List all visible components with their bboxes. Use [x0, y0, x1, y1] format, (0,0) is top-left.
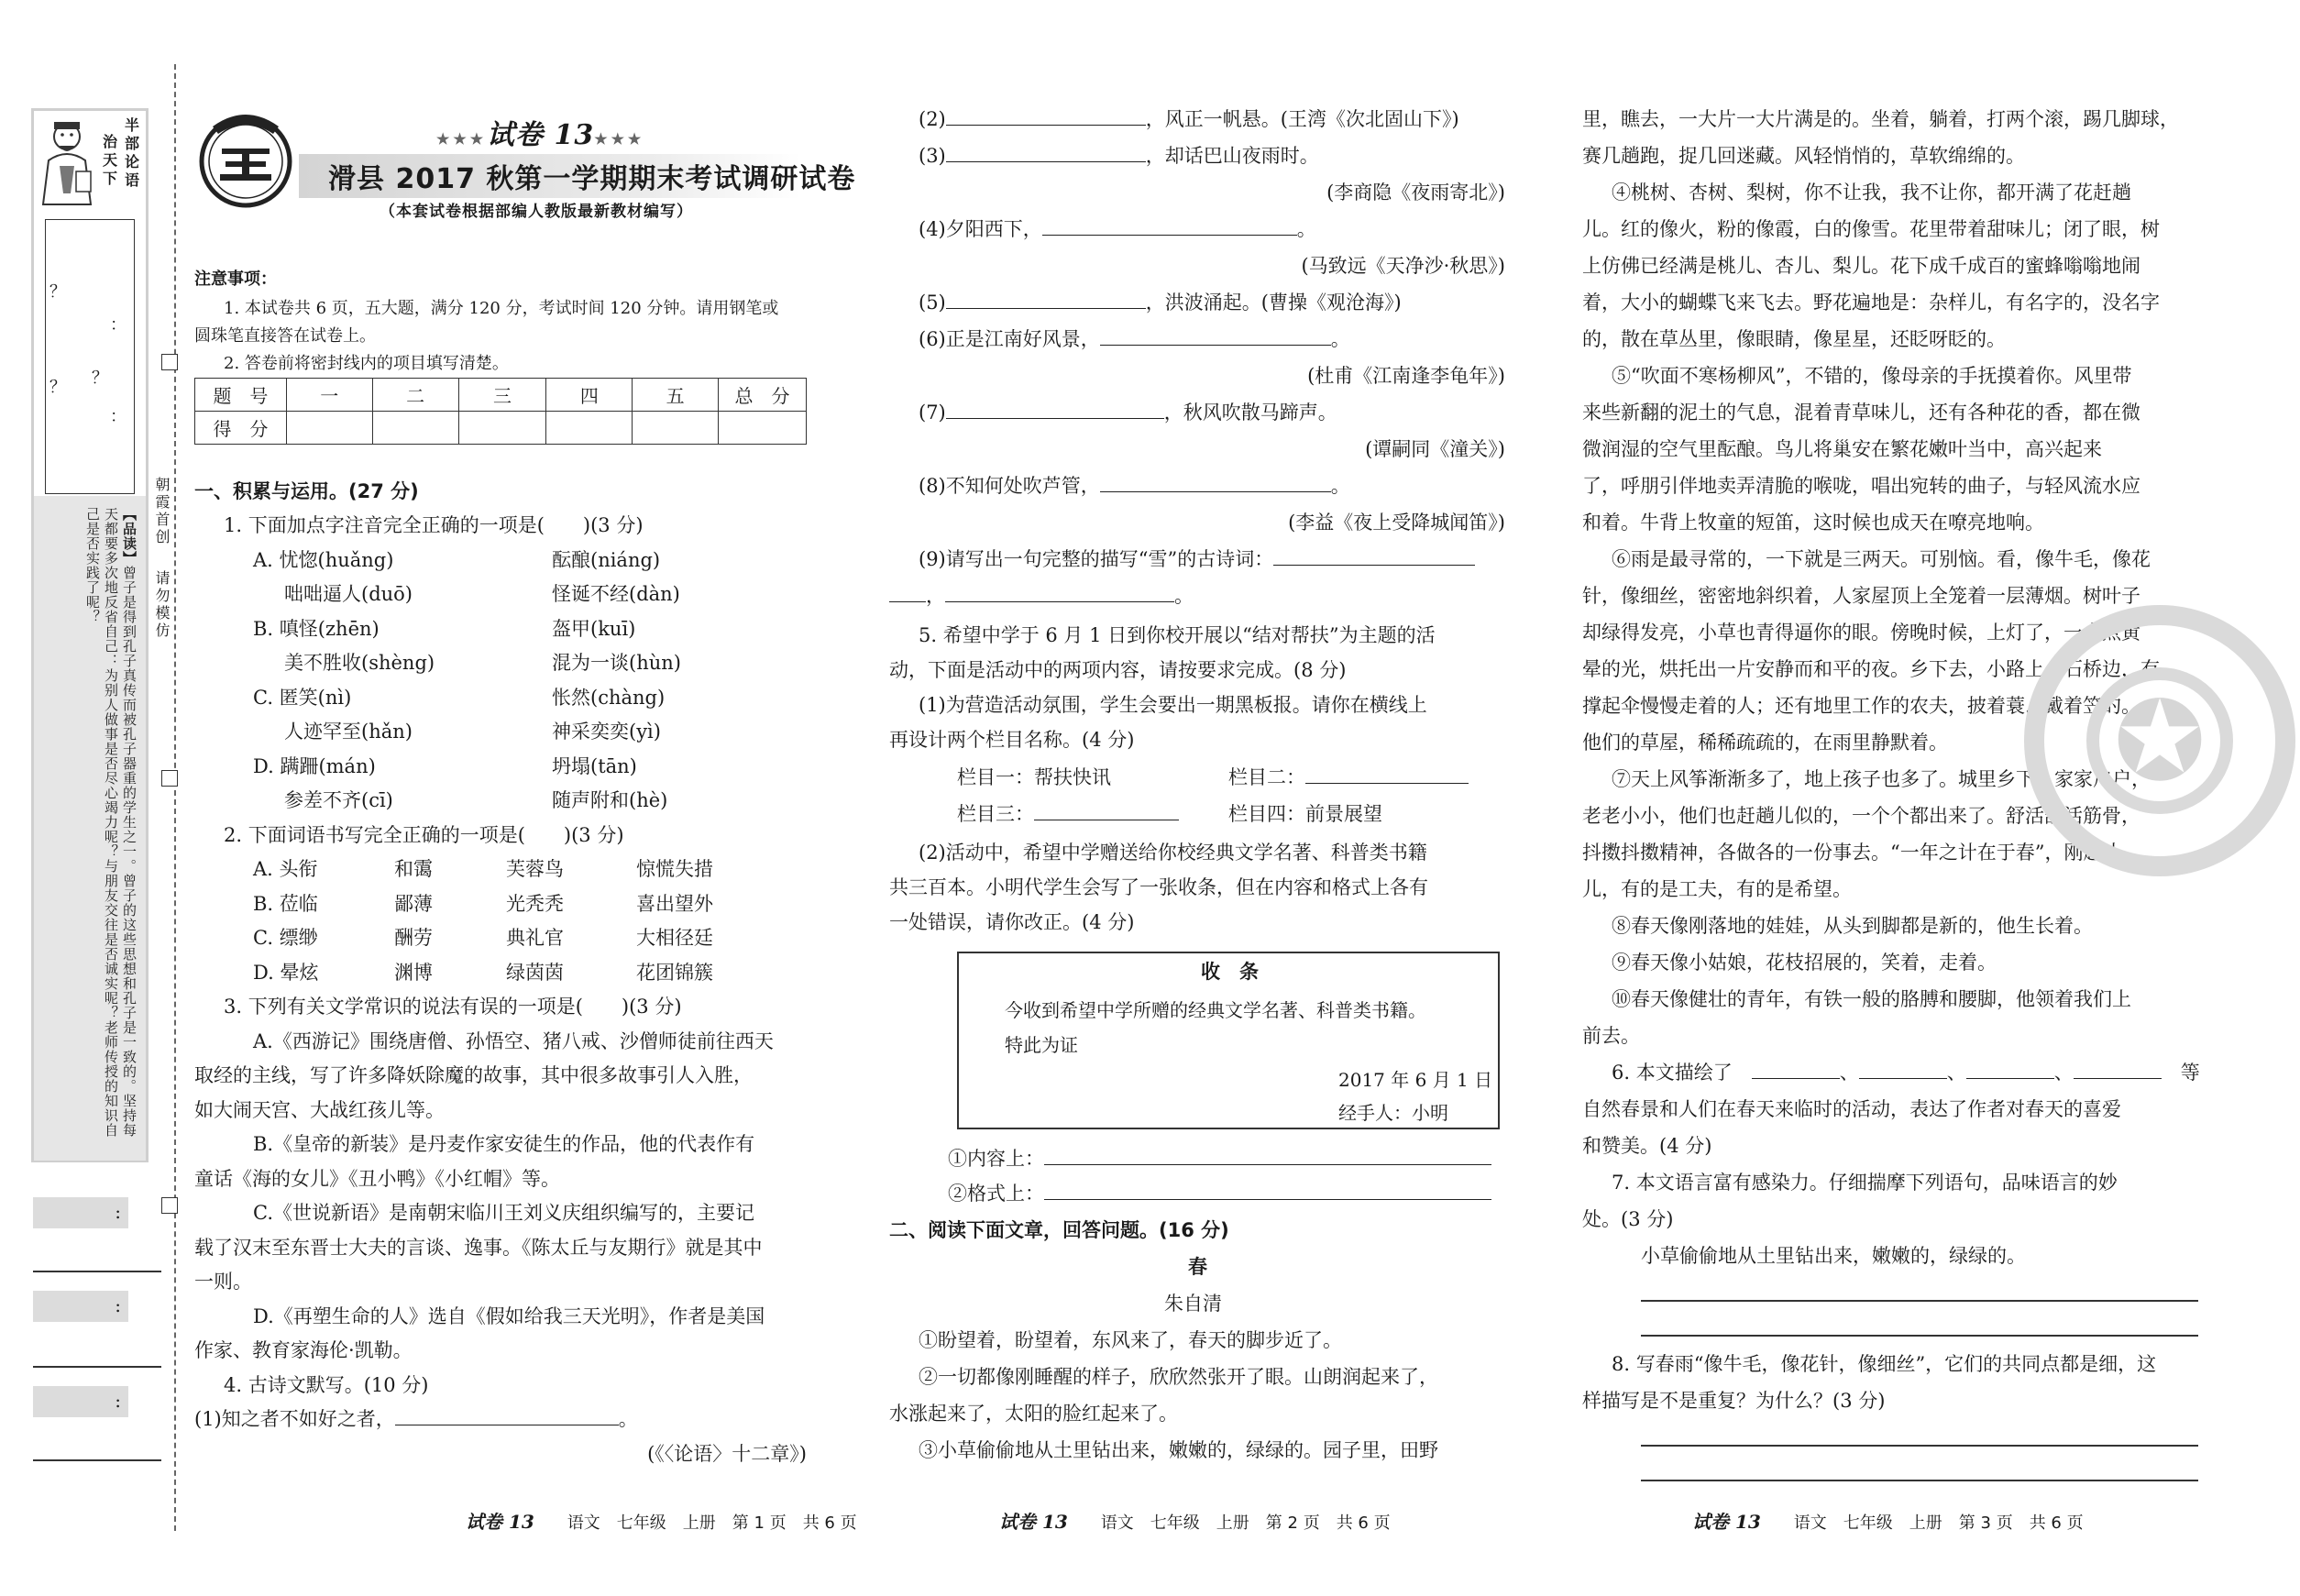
reading-note-text: [43, 507, 138, 1149]
answer-line[interactable]: [1641, 1480, 2198, 1481]
binding-hole: [161, 770, 178, 787]
q1-option: 神采奕奕(yì): [552, 721, 661, 743]
essay-paragraph: 撑起伞慢慢走着的人；还有地里工作的农夫，披着蓑，戴着笠的。: [1582, 695, 2140, 717]
q3-text: 如大闹天宫、大战红孩儿等。: [194, 1099, 445, 1121]
field-underline: [33, 1366, 161, 1368]
essay-paragraph: 前去。: [1582, 1025, 1640, 1047]
answer-blank[interactable]: [1044, 1180, 1491, 1200]
q3-text: D.《再塑生命的人》选自《假如给我三天光明》，作者是美国: [253, 1305, 765, 1327]
q4-1: (1)知之者不如好之者， 。: [194, 1403, 638, 1437]
section-1-heading: 一、积累与运用。(27 分): [194, 480, 419, 502]
essay-paragraph: 了，呼朋引伴地卖弄清脆的喉咙，唱出宛转的曲子，与轻风流水应: [1582, 475, 2140, 497]
column-name-2: 栏目二：: [1228, 761, 1469, 796]
essay-author: 朱自清: [1164, 1293, 1222, 1315]
question-5-text: (1)为营造活动氛围，学生会要出一期黑板报。请你在横线上: [919, 694, 1427, 716]
q4-1-source: (《〈论语〉十二章》): [647, 1443, 807, 1465]
q1-option: A. 忧惚(huǎng): [253, 549, 394, 571]
q3-text: 作家、教育家海伦·凯勒。: [194, 1339, 413, 1361]
essay-paragraph: ④桃树、杏树、梨树，你不让我，我不让你，都开满了花赶趟: [1612, 182, 2131, 204]
essay-paragraph: ⑨春天像小姑娘，花枝招展的，笑着，走着。: [1612, 952, 1997, 974]
question-5: 5. 希望中学于 6 月 1 日到你校开展以“结对帮扶”为主题的活: [919, 624, 1436, 646]
answer-blank[interactable]: [2074, 1059, 2162, 1079]
q2-option: C. 缥缈: [253, 927, 318, 949]
score-table: [194, 378, 807, 445]
q2-option: B. 莅临: [253, 893, 318, 915]
info-mark: ？: [92, 369, 108, 388]
poem-source: (谭嗣同《潼关》): [1365, 438, 1505, 460]
info-mark: ：: [110, 407, 127, 426]
essay-paragraph: 老老小小，他们也赶趟儿似的，一个个都出来了。舒活舒活筋骨，: [1582, 805, 2140, 827]
confucius-figure-icon: [39, 120, 98, 208]
answer-blank[interactable]: [1034, 800, 1179, 820]
essay-paragraph: 晕的光，烘托出一片安静而和平的夜。乡下去，小路上，石桥边，有: [1582, 658, 2160, 680]
q4-9-line2: ， 。: [889, 579, 1194, 614]
q2-option: D. 晕炫: [253, 962, 319, 984]
answer-line[interactable]: [1641, 1300, 2198, 1302]
answer-blank[interactable]: [1044, 1145, 1491, 1165]
q2-option: 鄙薄: [394, 893, 433, 915]
binding-hole: [161, 1197, 178, 1214]
strip-title-2: 治天下: [102, 133, 117, 187]
poem-fill: (8)不知何处吹芦管， 。: [919, 469, 1350, 504]
q2-option: 绿茵茵: [506, 962, 564, 984]
q3-text: 童话《海的女儿》《丑小鸭》《小红帽》等。: [194, 1168, 560, 1190]
q2-option: 典礼官: [506, 927, 564, 949]
q3-text: A.《西游记》围绕唐僧、孙悟空、猪八戒、沙僧师徒前往西天: [253, 1030, 774, 1052]
question-6-text: 自然春景和人们在春天来临时的活动，表达了作者对春天的喜爱: [1582, 1098, 2121, 1120]
answer-blank[interactable]: [946, 142, 1146, 162]
school-field[interactable]: :: [33, 1386, 128, 1417]
answer-blank[interactable]: [1859, 1059, 1947, 1079]
question-8: 8. 写春雨“像牛毛，像花针，像细丝”，它们的共同点都是细，这: [1612, 1353, 2157, 1375]
question-5-2-text: 一处错误，请你改正。(4 分): [889, 911, 1135, 933]
score-cell[interactable]: [286, 412, 372, 445]
fix-content: ①内容上：: [948, 1142, 1491, 1177]
score-header: 一: [286, 379, 372, 412]
essay-paragraph: 水涨起来了，太阳的脸红起来了。: [889, 1403, 1178, 1425]
q1-option: 咄咄逼人(duō): [284, 583, 413, 605]
strip-header: [34, 111, 146, 212]
q3-text: 取经的主线，写了许多降妖除魔的故事，其中很多故事引人入胜，: [194, 1064, 753, 1086]
page-footer-2: 试卷 13 语文 七年级 上册 第 2 页 共 6 页: [999, 1511, 1391, 1533]
essay-paragraph: 着，大小的蝴蝶飞来飞去。野花遍地是：杂样儿，有名字的，没名字: [1582, 292, 2160, 314]
essay-paragraph: 赛几趟跑，捉几回迷藏。风轻悄悄的，草软绵绵的。: [1582, 145, 2025, 167]
receipt-title: 收 条: [1201, 961, 1259, 983]
q1-option: 随声附和(hè): [552, 789, 668, 811]
reading-note-panel: [34, 496, 146, 1161]
essay-paragraph: ⑤“吹面不寒杨柳风”，不错的，像母亲的手抚摸着你。风里带: [1612, 365, 2132, 387]
info-mark: ：: [110, 315, 127, 335]
poem-source: (杜甫《江南逢李龟年》): [1307, 365, 1505, 387]
question-4: 4. 古诗文默写。(10 分): [224, 1374, 429, 1396]
q1-option: B. 嗔怪(zhēn): [253, 618, 380, 640]
answer-blank[interactable]: [1042, 215, 1297, 236]
essay-paragraph: 和着。牛背上牧童的短笛，这时候也成天在嘹亮地响。: [1582, 512, 2044, 534]
field-underline: [33, 1459, 161, 1461]
poem-fill: (4)夕阳西下， 。: [919, 213, 1316, 248]
answer-blank[interactable]: [946, 399, 1164, 419]
student-info-box: [45, 219, 135, 494]
answer-blank[interactable]: [1273, 545, 1475, 566]
notice-line: 2. 答卷前将密封线内的项目填写清楚。: [224, 354, 509, 373]
score-header: 二: [372, 379, 458, 412]
page-footer-1: 试卷 13 语文 七年级 上册 第 1 页 共 6 页: [466, 1511, 857, 1533]
answer-blank[interactable]: [1752, 1059, 1840, 1079]
reading-note-label: 【品读】: [121, 507, 138, 566]
question-1: 1. 下面加点字注音完全正确的一项是( )(3 分): [224, 514, 644, 536]
essay-paragraph: 抖擞抖擞精神，各做各的一份事去。“一年之计在于春”，刚起头: [1582, 842, 2122, 864]
cut-label-2: 请勿模仿: [153, 570, 171, 640]
essay-paragraph: ⑧春天像刚落地的娃娃，从头到脚都是新的，他生长着。: [1612, 915, 2093, 937]
page-footer-3: 试卷 13 语文 七年级 上册 第 3 页 共 6 页: [1692, 1511, 2084, 1533]
question-5-text: 再设计两个栏目名称。(4 分): [889, 729, 1135, 751]
answer-blank[interactable]: [1966, 1059, 2054, 1079]
poem-fill: (5) ，洪波涌起。(曹操《观沧海》): [919, 286, 1402, 321]
q1-option: C. 匿笑(nì): [253, 687, 352, 709]
q1-option: D. 蹒跚(mán): [253, 755, 376, 777]
essay-paragraph: ②一切都像刚睡醒的样子，欣欣然张开了眼。山朗润起来了，: [919, 1366, 1438, 1388]
score-header: 四: [546, 379, 633, 412]
reading-note-body: 曾子是得到孔子真传而被孔子器重的学生之一。曾子的这些思想和孔子是一致的。坚持每天都要多次地反省自己：为别人做事是否尽心竭力呢？与朋友交往是否诚实呢？老师传授的知识自己是否实践了呢？: [84, 507, 138, 1138]
column-name-1: 栏目一：帮扶快讯: [957, 766, 1111, 788]
essay-paragraph: 来些新翻的泥土的气息，混着青草味儿，还有各种花的香，都在微: [1582, 402, 2140, 424]
question-7: 7. 本文语言富有感染力。仔细揣摩下列语句，品味语言的妙: [1612, 1172, 2118, 1194]
poem-fill: (6)正是江南好风景， 。: [919, 323, 1350, 358]
answer-blank[interactable]: [1100, 325, 1331, 346]
essay-paragraph: ⑦天上风筝渐渐多了，地上孩子也多了。城里乡下，家家户户，: [1612, 768, 2151, 790]
q2-option: 大相径廷: [636, 927, 713, 949]
question-5-2: (2)活动中，希望中学赠送给你校经典文学名著、科普类书籍: [919, 842, 1427, 864]
q2-option: 光秃秃: [506, 893, 564, 915]
score-row-label: 得 分: [195, 412, 287, 445]
binding-hole: [161, 354, 178, 370]
essay-paragraph: ⑩春天像健壮的青年，有铁一般的胳膊和腰脚，他领着我们上: [1612, 988, 2131, 1010]
answer-blank[interactable]: [395, 1405, 619, 1425]
q1-option: 怅然(chàng): [552, 687, 666, 709]
fix-format: ②格式上：: [948, 1177, 1491, 1212]
poem-source: (马致远《天净沙·秋思》): [1301, 255, 1505, 277]
score-header: 总 分: [719, 379, 807, 412]
answer-blank[interactable]: [946, 289, 1146, 309]
essay-paragraph: 针，像细丝，密密地斜织着，人家屋顶上全笼着一层薄烟。树叶子: [1582, 585, 2140, 607]
q1-option: 美不胜收(shèng): [284, 652, 435, 674]
q4-9: (9)请写出一句完整的描写“雪”的古诗词：: [919, 543, 1475, 578]
essay-paragraph: ③小草偷偷地从土里钻出来，嫩嫩的，绿绿的。园子里，田野: [919, 1439, 1438, 1461]
q2-option: 酬劳: [394, 927, 433, 949]
question-5-2-text: 共三百本。小明代学生会写了一张收条，但在内容和格式上各有: [889, 876, 1428, 898]
poem-source: (李益《夜上受降城闻笛》): [1288, 512, 1505, 534]
question-2: 2. 下面词语书写完全正确的一项是( )(3 分): [224, 824, 624, 846]
question-6-text: 和赞美。(4 分): [1582, 1135, 1712, 1157]
receipt-body: 今收到希望中学所赠的经典文学名著、科普类书籍。: [1005, 999, 1426, 1021]
score-cell[interactable]: [546, 412, 633, 445]
q2-option: 惊慌失措: [636, 858, 713, 880]
receipt-handler: 经手人：小明: [1338, 1102, 1448, 1124]
q3-text: C.《世说新语》是南朝宋临川王刘义庆组织编写的，主要记: [253, 1202, 754, 1224]
seal-cut-line: [174, 64, 176, 1531]
q1-option: 混为一谈(hùn): [552, 652, 681, 674]
essay-paragraph: 上仿佛已经满是桃儿、杏儿、梨儿。花下成千成百的蜜蜂嗡嗡地闹: [1582, 255, 2140, 277]
receipt-date: 2017 年 6 月 1 日: [1338, 1069, 1493, 1091]
q2-option: 芙蓉鸟: [506, 858, 564, 880]
poem-fill: (2) ，风正一帆悬。(王湾《次北固山下》): [919, 103, 1459, 138]
column-name-4: 栏目四：前景展望: [1228, 803, 1382, 825]
notice-title: 注意事项：: [194, 270, 277, 289]
q3-text: 载了汉末至东晋士大夫的言谈、逸事。《陈太丘与友期行》就是其中: [194, 1237, 763, 1259]
notice-line: 圆珠笔直接答在试卷上。: [194, 326, 376, 346]
q1-option: 酝酿(niáng): [552, 549, 661, 571]
question-7-quote: 小草偷偷地从土里钻出来，嫩嫩的，绿绿的。: [1641, 1245, 2026, 1267]
class-field[interactable]: :: [33, 1291, 128, 1322]
q3-text: B.《皇帝的新装》是丹麦作家安徒生的作品，他的代表作有: [253, 1133, 755, 1155]
essay-paragraph: 他们的草屋，稀稀疏疏的，在雨里静默着。: [1582, 732, 1948, 754]
question-6: 6. 本文描绘了 、 、 、 等: [1612, 1056, 2200, 1091]
score-cell[interactable]: [633, 412, 719, 445]
column-name-3: 栏目三：: [957, 798, 1179, 832]
q2-option: 和霭: [394, 858, 433, 880]
essay-title: 春: [1188, 1256, 1207, 1278]
q3-text: 一则。: [194, 1271, 252, 1293]
essay-paragraph: ①盼望着，盼望着，东风来了，春天的脚步近了。: [919, 1329, 1342, 1351]
essay-paragraph: 儿，有的是工夫，有的是希望。: [1582, 878, 1852, 900]
score-cell[interactable]: [719, 412, 807, 445]
name-field[interactable]: :: [33, 1197, 128, 1228]
q2-option: 花团锦簇: [636, 962, 713, 984]
exam-title: 滑县 2017 秋第一学期期末考试调研试卷: [328, 163, 856, 195]
info-mark: ？: [50, 282, 66, 302]
answer-blank[interactable]: [1305, 764, 1469, 784]
q2-option: A. 头衔: [253, 858, 318, 880]
cut-label-1: 朝霞首创: [153, 477, 171, 546]
poem-fill: (3) ，却话巴山夜雨时。: [919, 139, 1319, 174]
field-underline: [33, 1271, 161, 1272]
essay-paragraph: 微润湿的空气里酝酿。鸟儿将巢安在繁花嫩叶当中，高兴起来: [1582, 438, 2102, 460]
essay-paragraph: ⑥雨是最寻常的，一下就是三两天。可别恼。看，像牛毛，像花: [1612, 548, 2151, 570]
question-7-text: 处。(3 分): [1582, 1208, 1674, 1230]
q1-option: 怪诞不经(dàn): [552, 583, 680, 605]
score-header: 三: [458, 379, 546, 412]
question-3: 3. 下列有关文学常识的说法有误的一项是( )(3 分): [224, 996, 682, 1018]
exam-subtitle: （本套试卷根据部编人教版最新教材编写）: [380, 203, 693, 221]
score-cell[interactable]: [458, 412, 546, 445]
notice-line: 1. 本试卷共 6 页，五大题，满分 120 分，考试时间 120 分钟。请用钢笔或: [224, 299, 779, 318]
answer-blank[interactable]: [946, 105, 1146, 126]
q2-option: 渊博: [394, 962, 433, 984]
essay-paragraph: 儿。红的像火，粉的像霞，白的像雪。花里带着甜味儿；闭了眼，树: [1582, 218, 2160, 240]
poem-fill: (7) ，秋风吹散马蹄声。: [919, 396, 1337, 431]
binding-strip: [31, 108, 149, 1162]
q1-option: 人迹罕至(hǎn): [284, 721, 413, 743]
q1-option: 参差不齐(cī): [284, 789, 393, 811]
answer-blank[interactable]: [1100, 472, 1331, 492]
answer-line[interactable]: [1641, 1445, 2198, 1447]
watermark-stamp-icon: ✪: [2024, 605, 2295, 876]
answer-line[interactable]: [1641, 1335, 2198, 1337]
essay-paragraph: 却绿得发亮，小草也青得逼你的眼。傍晚时候，上灯了，一点点黄: [1582, 622, 2140, 644]
score-cell[interactable]: [372, 412, 458, 445]
poem-source: (李商隐《夜雨寄北》): [1326, 182, 1505, 204]
answer-blank[interactable]: [889, 582, 926, 602]
score-header: 题 号: [195, 379, 287, 412]
section-2-heading: 二、阅读下面文章，回答问题。(16 分): [889, 1219, 1229, 1241]
question-5-text: 动，下面是活动中的两项内容，请按要求完成。(8 分): [889, 659, 1347, 681]
essay-paragraph: 里，瞧去，一大片一大片满是的。坐着，躺着，打两个滚，踢几脚球，: [1582, 108, 2179, 130]
brand-logo-icon: [194, 108, 297, 211]
receipt-close: 特此为证: [1005, 1034, 1078, 1056]
question-8-text: 样描写是不是重复？为什么？(3 分): [1582, 1390, 1886, 1412]
test-number: ★★★试卷 13★★★: [436, 119, 645, 151]
q1-option: 坍塌(tān): [552, 755, 637, 777]
receipt-box: [957, 952, 1500, 1129]
essay-paragraph: 的，散在草丛里，像眼睛，像星星，还眨呀眨的。: [1582, 328, 2006, 350]
answer-blank[interactable]: [945, 582, 1174, 602]
score-header: 五: [633, 379, 719, 412]
strip-title-1: 半部论语: [124, 116, 139, 189]
q2-option: 喜出望外: [636, 893, 713, 915]
q1-option: 盔甲(kuī): [552, 618, 636, 640]
info-mark: ？: [50, 378, 66, 397]
